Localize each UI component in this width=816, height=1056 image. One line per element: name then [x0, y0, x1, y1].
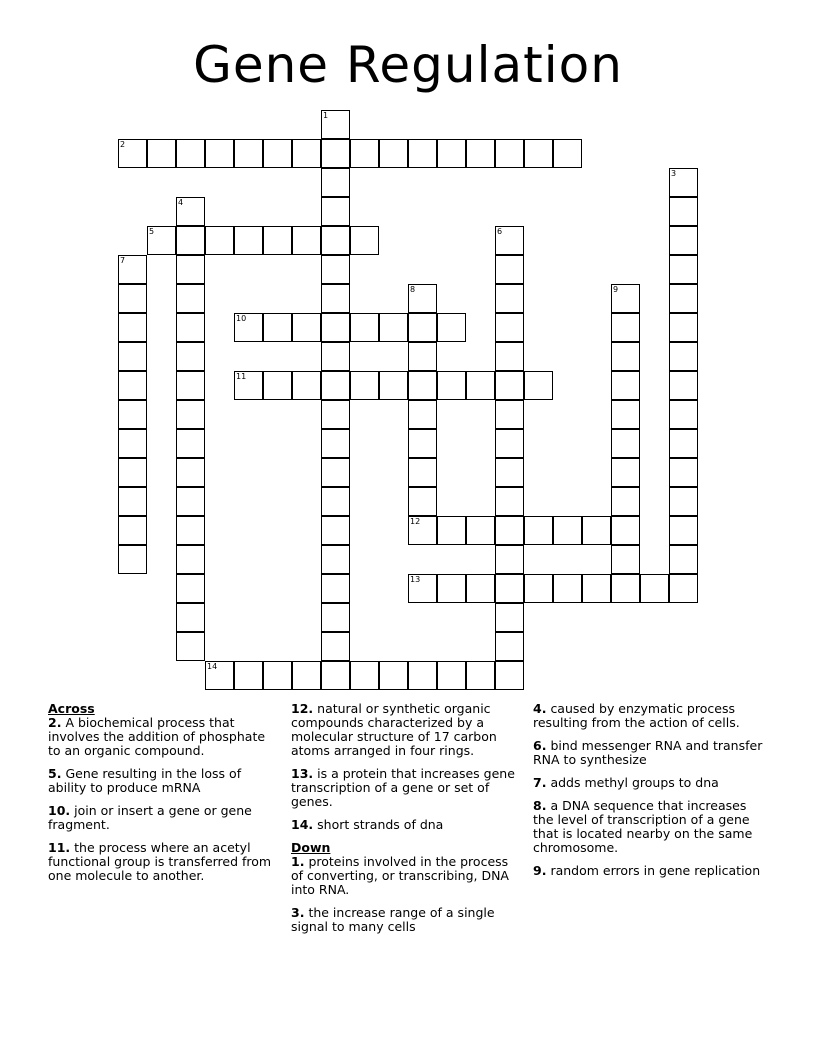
- grid-cell[interactable]: [611, 400, 640, 429]
- grid-cell[interactable]: [495, 371, 524, 400]
- grid-cell[interactable]: [669, 458, 698, 487]
- clue-text: Gene resulting in the loss of ability to produce mRNA: [48, 766, 242, 795]
- grid-cell[interactable]: [118, 284, 147, 313]
- grid-cell[interactable]: [408, 429, 437, 458]
- grid-cell[interactable]: [234, 661, 263, 690]
- grid-cell[interactable]: [292, 313, 321, 342]
- cell-number: 10: [236, 314, 247, 323]
- grid-cell[interactable]: [669, 371, 698, 400]
- across-clue: [291, 767, 523, 809]
- grid-cell[interactable]: [553, 516, 582, 545]
- grid-cell[interactable]: [582, 516, 611, 545]
- grid-cell[interactable]: [118, 342, 147, 371]
- grid-cell[interactable]: [292, 661, 321, 690]
- grid-cell[interactable]: [437, 574, 466, 603]
- clue-number: 4.: [533, 701, 547, 716]
- across-clue: [48, 716, 280, 758]
- grid-cell[interactable]: [495, 139, 524, 168]
- grid-cell[interactable]: [176, 284, 205, 313]
- cell-number: 5: [149, 227, 155, 236]
- grid-cell[interactable]: [176, 255, 205, 284]
- grid-cell[interactable]: [524, 516, 553, 545]
- cell-number: 2: [120, 140, 126, 149]
- grid-cell[interactable]: [437, 516, 466, 545]
- clue-text: the process where an acetyl functional group is transferred from one molecule to another.: [48, 840, 272, 883]
- grid-cell[interactable]: [118, 458, 147, 487]
- grid-cell[interactable]: [408, 342, 437, 371]
- grid-cell[interactable]: [118, 487, 147, 516]
- grid-cell[interactable]: [263, 371, 292, 400]
- grid-cell[interactable]: [669, 429, 698, 458]
- cell-number: 4: [178, 198, 184, 207]
- grid-cell[interactable]: [321, 545, 350, 574]
- clue-number: 13.: [291, 766, 314, 781]
- clue-number: 5.: [48, 766, 62, 781]
- clue-number: 11.: [48, 840, 71, 855]
- grid-cell[interactable]: [669, 255, 698, 284]
- grid-cell[interactable]: [669, 313, 698, 342]
- clue-number: 10.: [48, 803, 71, 818]
- grid-cell[interactable]: [611, 313, 640, 342]
- grid-cell[interactable]: [176, 342, 205, 371]
- grid-cell[interactable]: [263, 661, 292, 690]
- grid-cell[interactable]: [321, 284, 350, 313]
- grid-cell[interactable]: [495, 400, 524, 429]
- grid-cell[interactable]: [437, 313, 466, 342]
- grid-cell[interactable]: [118, 255, 147, 284]
- grid-cell[interactable]: [611, 342, 640, 371]
- grid-cell[interactable]: [611, 516, 640, 545]
- clue-number: 8.: [533, 798, 547, 813]
- grid-cell[interactable]: [495, 487, 524, 516]
- grid-cell[interactable]: [205, 226, 234, 255]
- grid-cell[interactable]: [118, 545, 147, 574]
- clue-text: A biochemical process that involves the addition of phosphate to an organic compound.: [48, 715, 266, 758]
- grid-cell[interactable]: [495, 284, 524, 313]
- grid-cell[interactable]: [321, 139, 350, 168]
- grid-cell[interactable]: [176, 487, 205, 516]
- grid-cell[interactable]: [205, 139, 234, 168]
- grid-cell[interactable]: [669, 574, 698, 603]
- grid-cell[interactable]: [495, 545, 524, 574]
- grid-cell[interactable]: [611, 284, 640, 313]
- page-title: Gene Regulation: [193, 36, 623, 94]
- grid-cell[interactable]: [611, 458, 640, 487]
- clue-number: 7.: [533, 775, 547, 790]
- grid-cell[interactable]: [466, 661, 495, 690]
- clue-number: 12.: [291, 701, 314, 716]
- grid-cell[interactable]: [408, 284, 437, 313]
- cell-number: 8: [410, 285, 416, 294]
- grid-cell[interactable]: [611, 545, 640, 574]
- grid-cell[interactable]: [176, 632, 205, 661]
- grid-cell[interactable]: [118, 313, 147, 342]
- clue-text: the increase range of a single signal to many cells: [291, 905, 495, 934]
- grid-cell[interactable]: [669, 487, 698, 516]
- grid-cell[interactable]: [321, 661, 350, 690]
- clue-number: 3.: [291, 905, 305, 920]
- grid-cell[interactable]: [495, 458, 524, 487]
- grid-cell[interactable]: [176, 545, 205, 574]
- grid-cell[interactable]: [437, 661, 466, 690]
- down-clue: [533, 702, 765, 730]
- grid-cell[interactable]: [408, 661, 437, 690]
- grid-cell[interactable]: [611, 487, 640, 516]
- grid-cell[interactable]: [176, 516, 205, 545]
- grid-cell[interactable]: [263, 313, 292, 342]
- grid-cell[interactable]: [321, 110, 350, 139]
- grid-cell[interactable]: [495, 661, 524, 690]
- grid-cell[interactable]: [466, 371, 495, 400]
- grid-cell[interactable]: [176, 429, 205, 458]
- grid-cell[interactable]: [669, 226, 698, 255]
- grid-cell[interactable]: [640, 574, 669, 603]
- grid-cell[interactable]: [408, 371, 437, 400]
- grid-cell[interactable]: [495, 313, 524, 342]
- grid-cell[interactable]: [524, 574, 553, 603]
- grid-cell[interactable]: [234, 313, 263, 342]
- grid-cell[interactable]: [176, 139, 205, 168]
- clue-text: a DNA sequence that increases the level of transcription of a gene that is located nearby on the same chromosome.: [533, 798, 753, 855]
- grid-cell[interactable]: [118, 400, 147, 429]
- grid-cell[interactable]: [234, 371, 263, 400]
- clue-text: is a protein that increases gene transcription of a gene or set of genes.: [291, 766, 515, 809]
- grid-cell[interactable]: [408, 400, 437, 429]
- grid-cell[interactable]: [176, 197, 205, 226]
- down-clue: [533, 864, 765, 878]
- grid-cell[interactable]: [495, 603, 524, 632]
- grid-cell[interactable]: [321, 197, 350, 226]
- down-clue: [533, 739, 765, 767]
- grid-cell[interactable]: [495, 255, 524, 284]
- grid-cell[interactable]: [350, 139, 379, 168]
- grid-cell[interactable]: [292, 226, 321, 255]
- across-clue: [291, 702, 523, 758]
- grid-cell[interactable]: [669, 342, 698, 371]
- grid-cell[interactable]: [495, 632, 524, 661]
- grid-cell[interactable]: [669, 545, 698, 574]
- grid-cell[interactable]: [466, 516, 495, 545]
- across-heading: Across: [48, 701, 95, 716]
- grid-cell[interactable]: [582, 574, 611, 603]
- grid-cell[interactable]: [379, 313, 408, 342]
- grid-cell[interactable]: [669, 516, 698, 545]
- grid-cell[interactable]: [263, 139, 292, 168]
- clue-number: 14.: [291, 817, 314, 832]
- grid-cell[interactable]: [176, 400, 205, 429]
- cell-number: 11: [236, 372, 247, 381]
- grid-cell[interactable]: [379, 139, 408, 168]
- grid-cell[interactable]: [611, 371, 640, 400]
- grid-cell[interactable]: [437, 139, 466, 168]
- grid-cell[interactable]: [495, 226, 524, 255]
- grid-cell[interactable]: [321, 574, 350, 603]
- cell-number: 12: [410, 517, 421, 526]
- clue-column-2: [291, 702, 523, 943]
- clue-number: 9.: [533, 863, 547, 878]
- grid-cell[interactable]: [408, 516, 437, 545]
- clue-text: adds methyl groups to dna: [550, 775, 719, 790]
- clue-number: 2.: [48, 715, 62, 730]
- grid-cell[interactable]: [669, 197, 698, 226]
- down-clue: [533, 776, 765, 790]
- cell-number: 6: [497, 227, 503, 236]
- grid-cell[interactable]: [176, 226, 205, 255]
- grid-cell[interactable]: [321, 603, 350, 632]
- grid-cell[interactable]: [176, 603, 205, 632]
- clue-text: caused by enzymatic process resulting from the action of cells.: [533, 701, 740, 730]
- grid-cell[interactable]: [147, 139, 176, 168]
- grid-cell[interactable]: [466, 139, 495, 168]
- grid-cell[interactable]: [524, 139, 553, 168]
- grid-cell[interactable]: [147, 226, 176, 255]
- grid-cell[interactable]: [292, 371, 321, 400]
- grid-cell[interactable]: [118, 371, 147, 400]
- grid-cell[interactable]: [379, 371, 408, 400]
- grid-cell[interactable]: [611, 574, 640, 603]
- grid-cell[interactable]: [321, 487, 350, 516]
- clue-text: join or insert a gene or gene fragment.: [48, 803, 252, 832]
- grid-cell[interactable]: [350, 313, 379, 342]
- grid-cell[interactable]: [408, 574, 437, 603]
- grid-cell[interactable]: [321, 458, 350, 487]
- grid-cell[interactable]: [669, 168, 698, 197]
- cell-number: 7: [120, 256, 126, 265]
- grid-cell[interactable]: [321, 255, 350, 284]
- clue-text: random errors in gene replication: [550, 863, 761, 878]
- grid-cell[interactable]: [553, 139, 582, 168]
- grid-cell[interactable]: [292, 139, 321, 168]
- down-clue: [291, 906, 523, 934]
- cell-number: 9: [613, 285, 619, 294]
- grid-cell[interactable]: [118, 139, 147, 168]
- cell-number: 1: [323, 111, 329, 120]
- down-clue: [533, 799, 765, 855]
- clue-text: bind messenger RNA and transfer RNA to synthesize: [533, 738, 763, 767]
- grid-cell[interactable]: [118, 516, 147, 545]
- grid-cell[interactable]: [669, 400, 698, 429]
- clue-text: natural or synthetic organic compounds characterized by a molecular structure of 17 carbon atoms arranged in four rings.: [291, 701, 497, 758]
- grid-cell[interactable]: [176, 574, 205, 603]
- grid-cell[interactable]: [321, 226, 350, 255]
- grid-cell[interactable]: [408, 139, 437, 168]
- grid-cell[interactable]: [321, 371, 350, 400]
- across-clue: [291, 818, 523, 832]
- grid-cell[interactable]: [321, 342, 350, 371]
- down-clue: [291, 855, 523, 897]
- clue-number: 1.: [291, 854, 305, 869]
- grid-cell[interactable]: [350, 226, 379, 255]
- cell-number: 14: [207, 662, 218, 671]
- grid-cell[interactable]: [234, 226, 263, 255]
- grid-cell[interactable]: [176, 313, 205, 342]
- clue-text: short strands of dna: [317, 817, 444, 832]
- across-clue: [48, 841, 280, 883]
- grid-cell[interactable]: [176, 458, 205, 487]
- cell-number: 13: [410, 575, 421, 584]
- grid-cell[interactable]: [408, 458, 437, 487]
- grid-cell[interactable]: [350, 371, 379, 400]
- clue-column-1: [48, 702, 280, 892]
- grid-cell[interactable]: [263, 226, 292, 255]
- clue-number: 6.: [533, 738, 547, 753]
- grid-cell[interactable]: [553, 574, 582, 603]
- grid-cell[interactable]: [524, 371, 553, 400]
- grid-cell[interactable]: [495, 429, 524, 458]
- grid-cell[interactable]: [495, 516, 524, 545]
- down-heading: Down: [291, 840, 331, 855]
- grid-cell[interactable]: [176, 371, 205, 400]
- grid-cell[interactable]: [321, 429, 350, 458]
- clue-text: proteins involved in the process of converting, or transcribing, DNA into RNA.: [291, 854, 509, 897]
- grid-cell[interactable]: [437, 371, 466, 400]
- grid-cell[interactable]: [495, 342, 524, 371]
- across-clue: [48, 804, 280, 832]
- grid-cell[interactable]: [321, 632, 350, 661]
- grid-cell[interactable]: [321, 313, 350, 342]
- grid-cell[interactable]: [611, 429, 640, 458]
- grid-cell[interactable]: [321, 516, 350, 545]
- grid-cell[interactable]: [466, 574, 495, 603]
- clue-column-3: [533, 702, 765, 887]
- grid-cell[interactable]: [205, 661, 234, 690]
- grid-cell[interactable]: [379, 661, 408, 690]
- grid-cell[interactable]: [495, 574, 524, 603]
- grid-cell[interactable]: [118, 429, 147, 458]
- grid-cell[interactable]: [408, 487, 437, 516]
- grid-cell[interactable]: [321, 168, 350, 197]
- grid-cell[interactable]: [669, 284, 698, 313]
- grid-cell[interactable]: [321, 400, 350, 429]
- grid-cell[interactable]: [234, 139, 263, 168]
- across-clue: [48, 767, 280, 795]
- cell-number: 3: [671, 169, 677, 178]
- grid-cell[interactable]: [408, 313, 437, 342]
- grid-cell[interactable]: [350, 661, 379, 690]
